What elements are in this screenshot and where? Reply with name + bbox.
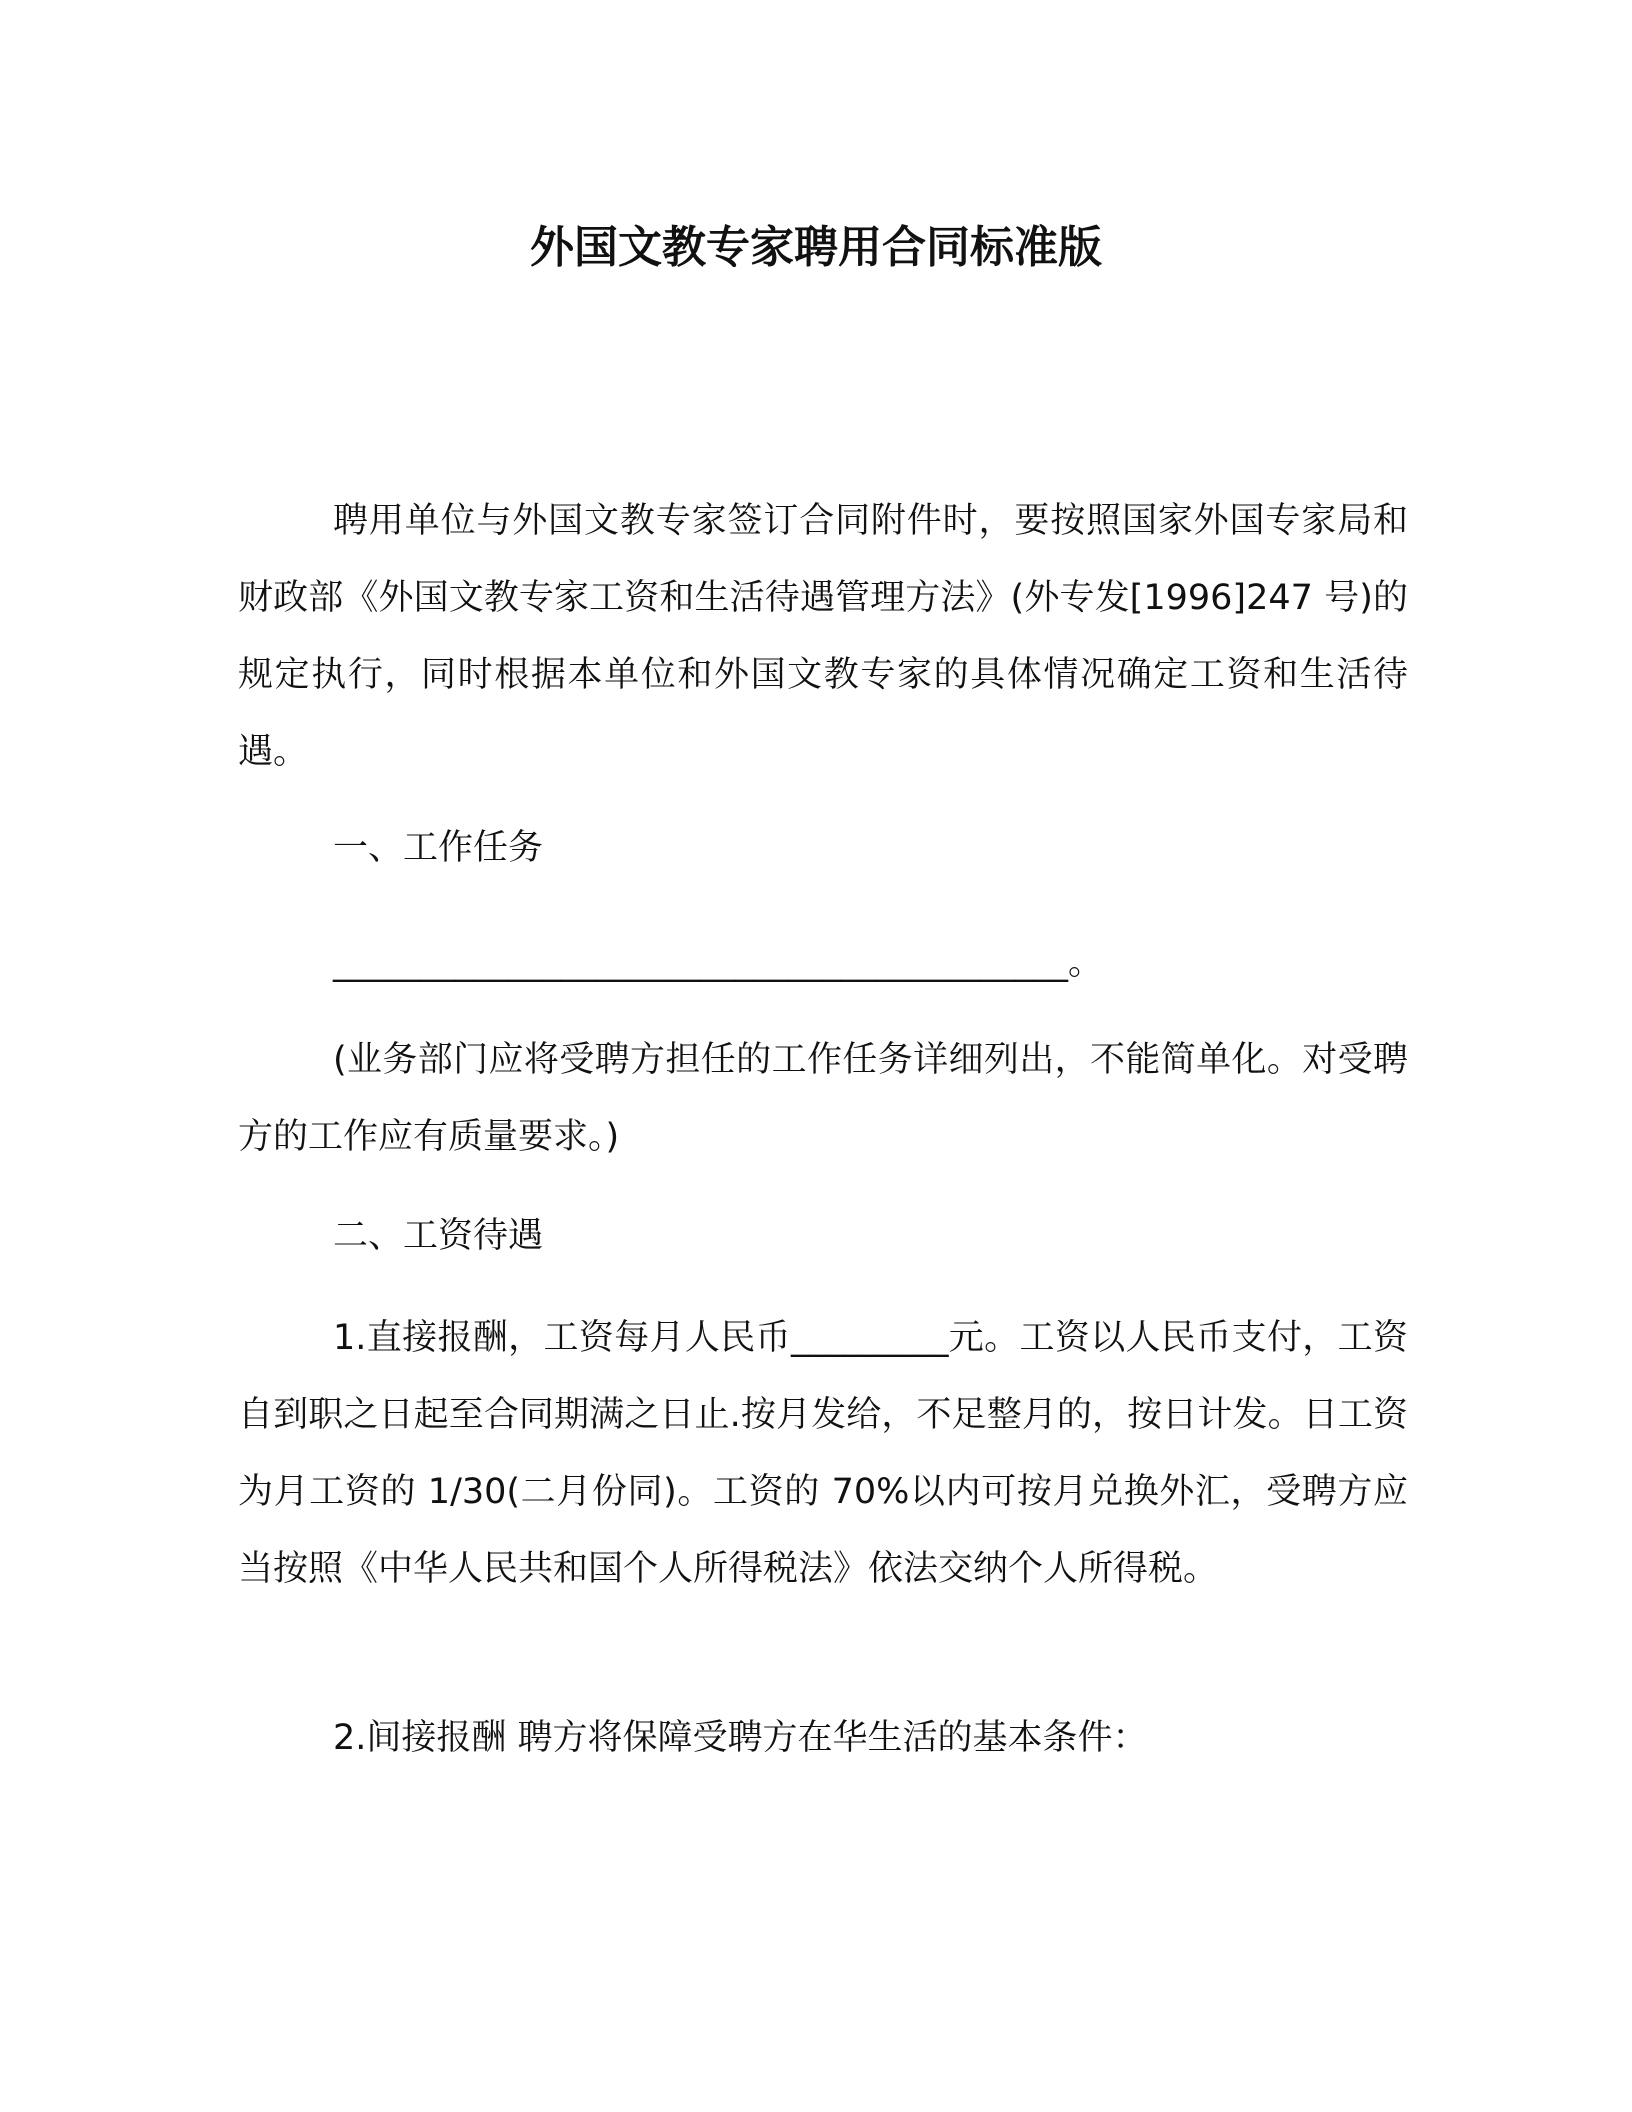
item1-paragraph: 1.直接报酬，工资每月人民币_________元。工资以人民币支付，工资自到职之日起至合同期满之日止.按月发给，不足整月的，按日计发。日工资为月工资的 1/30(二月份同)。工资的 70%以内可按月兑换外汇，受聘方应当按照《中华人民共和国个人所得税法》依法交纳个人所得税。 bbox=[238, 1318, 1408, 1589]
document-title: 外国文教专家聘用合同标准版 bbox=[530, 222, 1102, 273]
section1-heading: 一、工作任务 bbox=[333, 828, 544, 868]
intro-paragraph-block bbox=[238, 483, 1408, 791]
item2-paragraph: 2.间接报酬 聘方将保障受聘方在华生活的基本条件： bbox=[333, 1718, 1148, 1758]
section1-note-block bbox=[238, 1022, 1408, 1176]
section1-note: (业务部门应将受聘方担任的工作任务详细列出，不能简单化。对受聘方的工作应有质量要求。) bbox=[238, 1040, 1408, 1157]
section2-heading: 二、工资待遇 bbox=[333, 1216, 544, 1256]
item1-block bbox=[238, 1300, 1408, 1608]
section1-blank-line: __________________________________________。 bbox=[333, 943, 1104, 983]
intro-paragraph: 聘用单位与外国文教专家签订合同附件时，要按照国家外国专家局和财政部《外国文教专家工资和生活待遇管理方法》(外专发[1996]247 号)的规定执行，同时根据本单位和外国文教专家的具体情况确定工资和生活待遇。 bbox=[238, 501, 1408, 772]
